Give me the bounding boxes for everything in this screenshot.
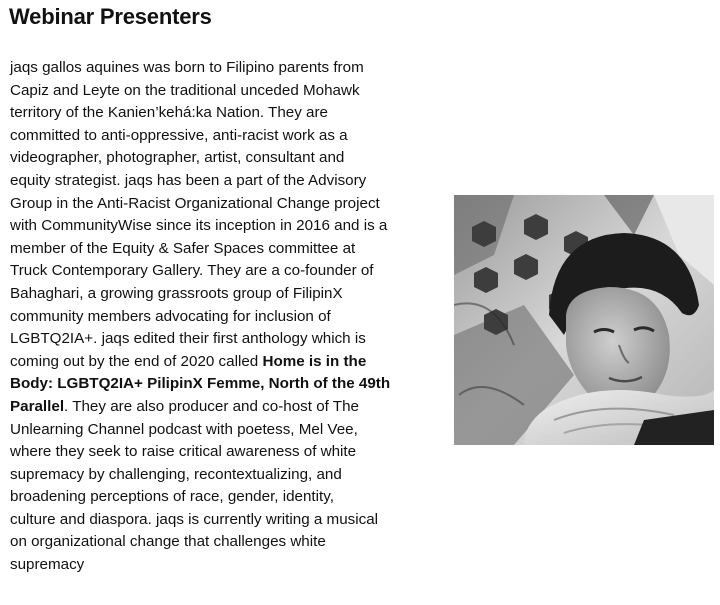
presenter-portrait-photo [454,195,714,445]
page-title: Webinar Presenters [9,4,212,29]
anthology-title-3: Parallel [10,397,65,415]
presenter-bio: jaqs gallos aquines was born to Filipino parents from Capiz and Leyte on the traditional unceded Mohawk territory of the Kanien’kehá:ka Nation. They are committed to anti-oppressive, anti-racist work as a videographer, photographer, artist, consultant and equity strategist. jaqs has been a part of the Advisory Group in the Anti-Racist Organizational Change project with CommunityWise since its inception in 2016 and is a member of the Equity & Safer Spaces committee at Truck Contemporary Gallery. They are a co-founder of Bahaghari, a growing grassroots group of FilipinX community members advocating for inclusion of LGBTQ2IA+. jaqs edited their first anthology which is coming out by the end of 2020 called Home is in the Body: LGBTQ2IA+ PilipinX Femme, North of the 49th Parallel. They are also producer and co-host of The Unlearning Channel podcast with poetess, Mel Vee, where they seek to raise critical awareness of white supremacy by challenging, recontextualizing, and broadening perceptions of race, gender, identity, culture and diaspora. jaqs is currently writing a musical on organizational change that challenges white supremacy [10,59,391,574]
anthology-title-2: Body: LGBTQ2IA+ PilipinX Femme, North of the 49th [10,375,391,393]
anthology-title-1: Home is in the [262,352,367,370]
